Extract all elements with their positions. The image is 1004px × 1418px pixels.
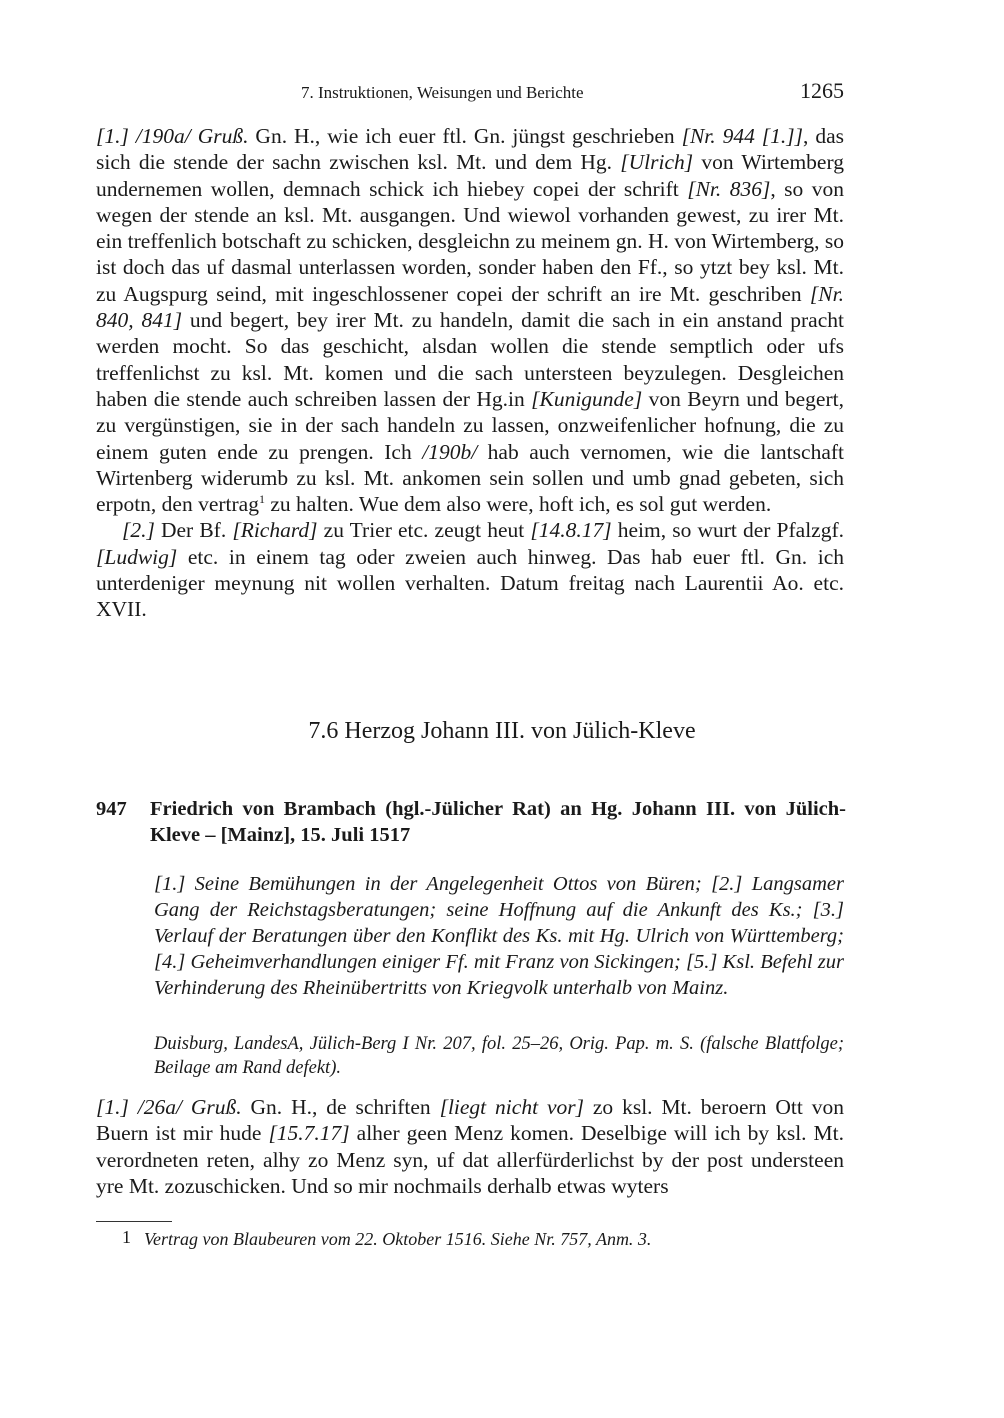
- footnote-text: Vertrag von Blaubeuren vom 22. Oktober 1516. Siehe Nr. 757, Anm. 3.: [144, 1229, 652, 1249]
- running-title: 7. Instruktionen, Weisungen und Berichte: [301, 83, 584, 102]
- editorial-reference: [Nr. 840, 841]: [96, 281, 844, 333]
- paragraph-marker: [1.] /26a/ Gruß.: [96, 1095, 242, 1119]
- footnote-mark: 1: [122, 1227, 131, 1247]
- footnote-divider: [96, 1221, 172, 1222]
- letter-continuation: [96, 123, 844, 623]
- paragraph-1: [1.] /190a/ Gruß. Gn. H., wie ich euer ftl. Gn. jüngst geschrieben [Nr. 944 [1.]], das sich die stende der sachn zwischen ksl. Mt. und dem Hg. [Ulrich] von Wirtemberg undernemen wollen, demnach schick ich hiebey copei der schrift [Nr. 836], so von wegen der stende an ksl. Mt. ausgangen. Und wiewol vorhanden gewest, zu irer Mt. ein treffenlich botschaft zu schicken, desgleichn zu meinem gn. H. von Wirtemberg, so ist doch das uf dasmal unterlassen worden, sonder haben den Ff., so ytzt bey ksl. Mt. zu Augspurg seind, mit ingeschlossener copei der schrift an ire Mt. geschriben [Nr. 840, 841] und begert, bey irer Mt. zu handeln, damit die sach in ein anstand pracht werden mocht. So das geschicht, alsdan wollen die stende semptlich oder ufs treffenlichst zu ksl. Mt. komen und die sach untersteen beyzulegen. Desgleichen haben die stende auch schreiben lassen der Hg.in [Kunigunde] von Beyrn und begert, zu vergünstigen, sie in der sach handeln zu lassen, onzweifenlicher hofnung, die zu einem guten ende zu prengen. Ich /190b/ hab auch vernomen, wie die lantschaft Wirtenberg widerumb zu ksl. Mt. ankomen sein sollen und umb gnad gebeten, sich erpotn, den vertrag$^1$ zu halten. Wue dem also were, hoft ich, es sol gut werden.: [96, 124, 845, 517]
- editorial-reference: [Nr. 836]: [687, 176, 771, 201]
- paragraph-marker: [2.]: [122, 518, 155, 543]
- document-number: 947: [96, 798, 127, 820]
- editorial-reference: [Richard]: [232, 518, 318, 543]
- editorial-reference: [Ludwig]: [96, 544, 178, 569]
- paragraph-2: [2.] Der Bf. [Richard] zu Trier etc. zeugt heut [14.8.17] heim, so wurt der Pfalzgf. [Ludwig] etc. in einem tag oder zweien auch hinweg. Das hab euer ftl. Gn. ich unterdeniger meynung nit wollen verhalten. Datum freitag nach Laurentii Ao. etc. XVII.: [96, 518, 844, 622]
- document-header: [96, 796, 846, 848]
- editorial-reference: [14.8.17]: [530, 518, 612, 543]
- section-heading: 7.6 Herzog Johann III. von Jülich-Kleve: [308, 718, 696, 744]
- paragraph-marker: [1.] /190a/ Gruß.: [96, 124, 249, 148]
- editorial-reference: [Ulrich]: [620, 150, 694, 175]
- editorial-reference: [liegt nicht vor]: [439, 1095, 584, 1119]
- footnote-reference[interactable]: 1: [258, 492, 265, 506]
- document-title: Friedrich von Brambach (hgl.-Jülicher Rat) an Hg. Johann III. von Jülich-Kleve – [Mainz], 15. Juli 1517: [150, 798, 846, 846]
- folio-marker: /190b/: [422, 439, 478, 464]
- paragraph-1: [1.] /26a/ Gruß. Gn. H., de schriften [liegt nicht vor] zo ksl. Mt. beroern Ott von Buern ist mir hude [15.7.17] alher geen Menz komen. Deselbige will ich by ksl. Mt. verordneten reten, alhy zo Menz syn, uf dat allerfürderlichst by der post understeen yre Mt. zozuschicken. Und so mir nochmails derhalb etwas wyters: [96, 1095, 844, 1198]
- editorial-reference: [Kunigunde]: [531, 386, 643, 411]
- editorial-reference: [15.7.17]: [268, 1121, 350, 1146]
- source-note: Duisburg, LandesA, Jülich-Berg I Nr. 207, fol. 25–26, Orig. Pap. m. S. (falsche Blattfolge; Beilage am Rand defekt).: [154, 1034, 844, 1078]
- document-text: [96, 1094, 844, 1199]
- running-head: [96, 78, 848, 108]
- page-number: 1265: [800, 78, 844, 103]
- editorial-reference: [Nr. 944 [1.]]: [681, 124, 804, 148]
- regest: [1.] Seine Bemühungen in der Angelegenheit Ottos von Büren; [2.] Langsamer Gang der Reichstagsberatungen; seine Hoffnung auf die Ankunft des Ks.; [3.] Verlauf der Beratungen über den Konflikt des Ks. mit Hg. Ulrich von Württemberg; [4.] Geheimverhandlungen einiger Ff. mit Franz von Sickingen; [5.] Ksl. Befehl zur Verhinderung des Rheinübertritts von Kriegvolk unterhalb von Mainz.: [154, 873, 844, 999]
